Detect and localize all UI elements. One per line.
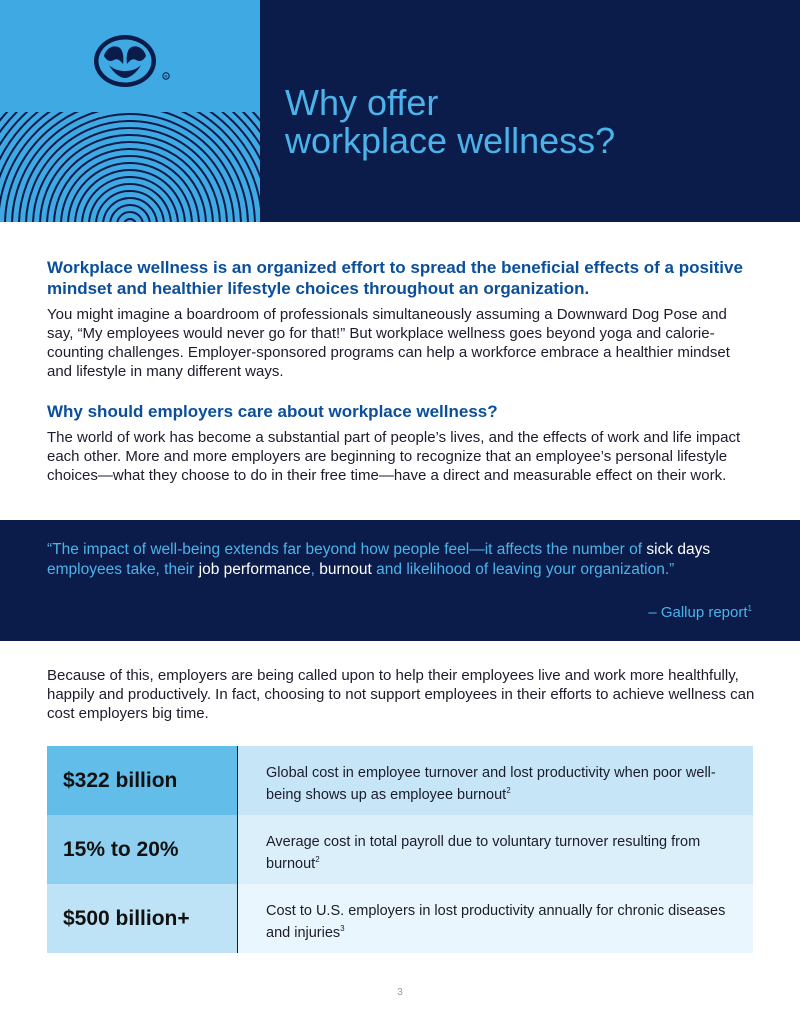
quote-text: .” [664, 561, 675, 578]
page-number: 3 [397, 987, 403, 998]
quote-text: and likelihood of [371, 561, 493, 578]
footnote-ref: 3 [340, 924, 345, 933]
stat-row [47, 884, 753, 953]
quote-highlight: sick days [646, 541, 711, 558]
quote-text-leaving: leaving your organization [492, 561, 665, 578]
header-band [0, 0, 800, 222]
logo-panel [0, 0, 260, 222]
stat-row [47, 815, 753, 884]
quote-text: employees take, their [47, 561, 199, 578]
stat-description [238, 815, 753, 884]
stat-desc-text: Cost to U.S. employers in lost productivity annually for chronic diseases and injuries [266, 903, 726, 941]
quote-band [0, 520, 800, 641]
stat-description [238, 746, 753, 815]
stat-value: $500 billion+ [47, 884, 238, 953]
svg-text:R: R [164, 74, 168, 79]
hands-logo-icon [92, 31, 172, 91]
followup-body: Because of this, employers are being called upon to help their employees live and work more healthfully, happily and productively. In fact, choosing to not support employees in their efforts to achieve wellness can cost employers big time. [47, 667, 755, 722]
section-heading: Why should employers care about workplace wellness? [47, 402, 498, 421]
quote-highlight: job performance [198, 561, 311, 578]
quote-attribution [648, 604, 752, 621]
section-body: The world of work has become a substantial part of people’s lives, and the effects of work and life impact each other. More and more employers are beginning to recognize that an employee’s personal lifestyle choices—what they choose to do in their free time—have a direct and measurable effect on their work. [47, 429, 741, 484]
stat-row [47, 746, 753, 815]
title-line-2: workplace wellness? [285, 120, 616, 161]
intro-body: You might imagine a boardroom of professionals simultaneously assuming a Downward Dog Pose and say, “My employees would never go for that!” But workplace wellness goes beyond yoga and calorie-counting challenges. Employer-sponsored programs can help a workforce embrace a healthier mindset and lifestyle in many different ways. [47, 306, 730, 380]
quote-text: “The impact of well-being extends far beyond how people feel—it affects the number of [47, 541, 647, 558]
footnote-ref: 2 [506, 786, 511, 795]
quote-text: , [310, 561, 320, 578]
stats-table [47, 746, 753, 953]
stat-value: $322 billion [47, 746, 238, 815]
title-line-1: Why offer [285, 82, 439, 123]
pull-quote [47, 540, 727, 580]
footnote-ref: 1 [747, 604, 752, 613]
stat-value: 15% to 20% [47, 815, 238, 884]
attribution-text: – Gallup report [648, 604, 748, 621]
stat-desc-text: Average cost in total payroll due to voluntary turnover resulting from burnout [266, 834, 701, 872]
stat-desc-text: Global cost in employee turnover and lost productivity when poor well-being shows up as employee burnout [266, 765, 716, 803]
quote-highlight: burnout [319, 561, 372, 578]
stat-description [238, 884, 753, 953]
page-title [285, 84, 785, 160]
intro-lead: Workplace wellness is an organized effort to spread the beneficial effects of a positive mindset and healthier lifestyle choices throughout an organization. [47, 258, 743, 298]
footnote-ref: 2 [315, 855, 320, 864]
